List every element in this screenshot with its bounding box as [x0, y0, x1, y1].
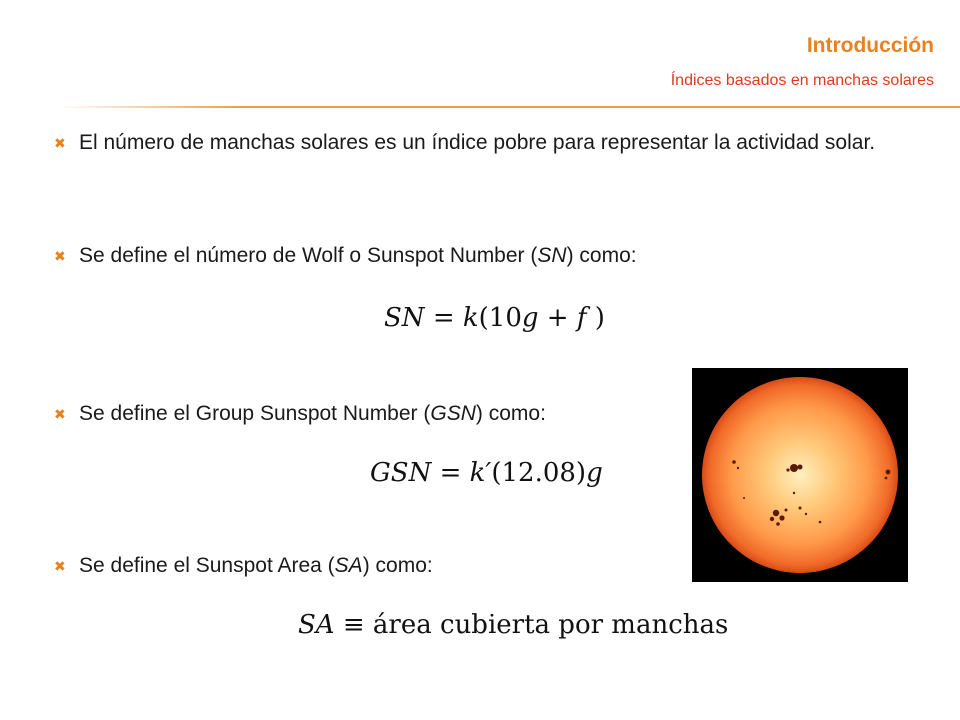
slide-title: Introducción: [806, 34, 934, 57]
bullet-wolf-number: [54, 240, 936, 272]
formula-gsn: GSN = k′(12.08)g: [370, 458, 603, 488]
x-bullet-icon: ✖: [54, 558, 66, 574]
sun-disk: [702, 377, 898, 573]
formula-sa: SA ≡ área cubierta por manchas: [298, 610, 729, 640]
bullet-sunspot-index: [54, 127, 936, 159]
bullet-sunspot-area: [54, 550, 936, 582]
bullet-text: Se define el número de Wolf o Sunspot Number (SN) como:: [79, 244, 637, 267]
slide-subtitle: Índices basados en manchas solares: [670, 72, 934, 89]
bullet-text: Se define el Group Sunspot Number (GSN) como:: [79, 402, 546, 425]
x-bullet-icon: ✖: [54, 406, 66, 422]
x-bullet-icon: ✖: [54, 248, 66, 264]
bullet-text: Se define el Sunspot Area (SA) como:: [79, 554, 433, 577]
x-bullet-icon: ✖: [54, 135, 66, 151]
header-divider: [58, 106, 960, 108]
bullet-text: El número de manchas solares es un índice pobre para representar la actividad solar.: [79, 131, 876, 154]
formula-sn: SN = k(10g + f ): [384, 303, 605, 333]
